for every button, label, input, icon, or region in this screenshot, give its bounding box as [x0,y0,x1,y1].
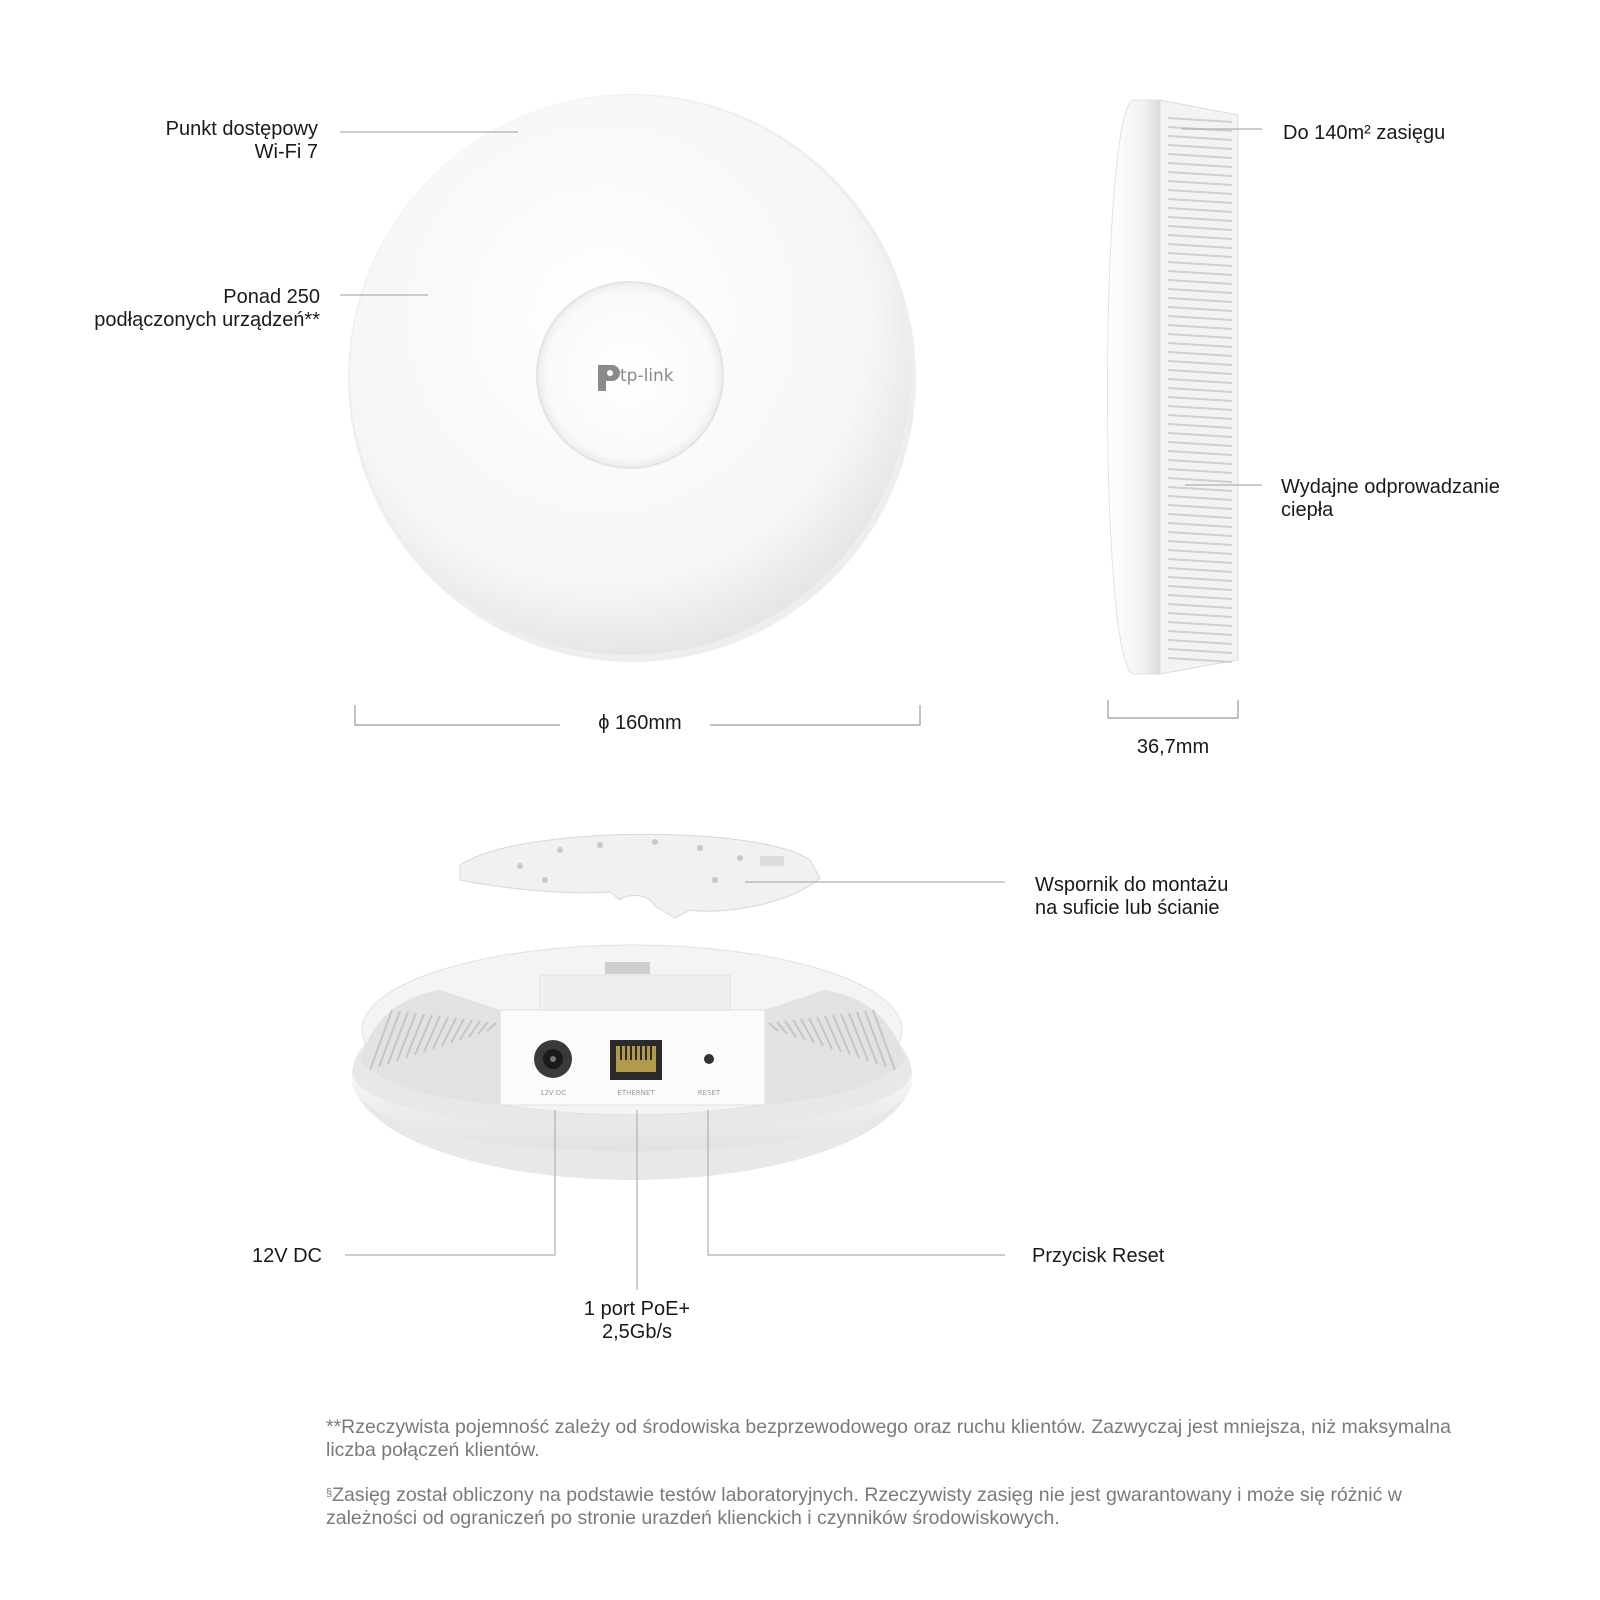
callout-wifi7 [80,118,318,164]
diameter-symbol: ϕ [598,712,610,734]
callout-mount [1035,874,1228,920]
mounting-bracket [460,834,820,918]
callout-heat-line1: Wydajne odprowadzanie [1281,476,1500,498]
tp-link-logo-text: tp-link [620,366,674,386]
footnote-coverage-mark: § [326,1487,333,1499]
callout-mount-line1: Wspornik do montażu [1035,874,1229,896]
callout-poe-line2: 2,5Gb/s [601,1321,673,1343]
callout-wifi7-line2: Wi-Fi 7 [254,141,318,163]
callout-wifi7-line1: Punkt dostępowy [165,118,318,140]
dc-jack-icon [534,1040,572,1078]
callout-heat-line2: ciepła [1281,499,1334,521]
footnote-capacity: **Rzeczywista pojemność zależy od środowiska bezprzewodowego oraz ruchu klientów. Zazwyczaj jest mniejsza, niż maksymalna liczba połączeń klientów. [326,1416,1451,1461]
callout-clients [40,286,320,332]
callout-mount-line2: na suficie lub ścianie [1035,897,1220,919]
reset-hole-icon [704,1054,714,1064]
port-label-ethernet: ETHERNET [617,1089,655,1097]
bottom-view-device [352,945,912,1180]
dimension-brackets [355,700,1238,725]
callout-clients-line1: Ponad 250 [223,286,320,308]
callout-coverage: Do 140m² zasięgu [1283,122,1446,144]
footnote-coverage [326,1484,1466,1530]
callout-dc: 12V DC [251,1245,322,1267]
footnote-coverage-text: Zasięg został obliczony na podstawie testów laboratoryjnych. Rzeczywisty zasięg nie jest gwarantowany i może się różnić w zależności od ograniczeń po stronie urazdeń klienckich i czynników środowiskowych. [326,1484,1402,1529]
diameter-label [570,712,710,735]
diameter-value: 160mm [615,712,682,734]
callout-heat [1281,476,1500,522]
side-view [1107,100,1238,674]
callout-reset: Przycisk Reset [1032,1245,1165,1267]
port-label-dc: 12V DC [539,1089,567,1097]
port-label-reset: RESET [697,1089,721,1097]
ethernet-port-icon [610,1040,662,1080]
callout-poe [557,1298,717,1344]
callout-poe-line1: 1 port PoE+ [583,1298,691,1320]
callout-clients-line2: podłączonych urządzeń** [94,309,320,331]
thickness-label: 36,7mm [1136,736,1210,758]
